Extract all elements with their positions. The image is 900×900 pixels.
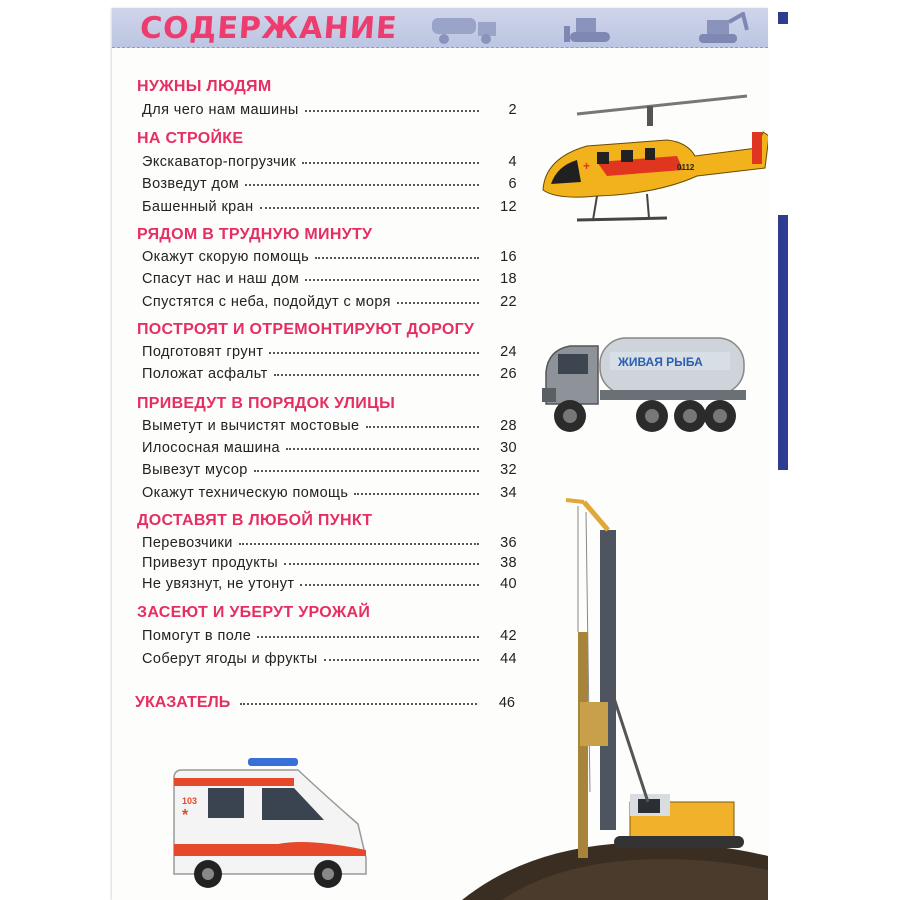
svg-text:0112: 0112	[677, 163, 695, 172]
entry-label: Подготовят грунт	[142, 344, 264, 360]
helicopter-illustration	[537, 90, 768, 226]
entry-label: Спасут нас и наш дом	[142, 271, 300, 287]
section-title: НУЖНЫ ЛЮДЯМ	[137, 78, 272, 95]
leader-dots	[260, 198, 479, 209]
toc-entry[interactable]	[142, 344, 517, 364]
entry-label: Не увязнут, не утонут	[142, 576, 295, 592]
toc-entry[interactable]	[142, 651, 517, 671]
toc-entry[interactable]	[142, 440, 517, 460]
excavator-silhouette-icon	[687, 12, 751, 46]
leader-dots	[366, 417, 479, 428]
leader-dots	[269, 343, 479, 354]
leader-dots	[324, 650, 479, 661]
entry-label: Возведут дом	[142, 176, 240, 192]
index-page-number: 46	[498, 695, 515, 711]
section-title: НА СТРОЙКЕ	[137, 130, 244, 147]
toc-entry[interactable]	[142, 199, 517, 219]
svg-text:ЖИВАЯ РЫБА: ЖИВАЯ РЫБА	[618, 355, 703, 369]
entry-page-number: 26	[500, 366, 517, 382]
edge-tab-middle	[778, 215, 788, 470]
entry-label: Положат асфальт	[142, 366, 268, 382]
entry-page-number: 18	[500, 271, 517, 287]
entry-page-number: 32	[500, 462, 517, 478]
toc-entry[interactable]	[142, 271, 517, 291]
entry-page-number: 28	[500, 418, 517, 434]
toc-entry[interactable]	[142, 418, 517, 438]
entry-page-number: 30	[500, 440, 517, 456]
svg-text:103: 103	[182, 796, 198, 806]
leader-dots	[239, 534, 479, 545]
leader-dots	[286, 439, 479, 450]
edge-tab-top	[778, 12, 788, 24]
entry-label: Для чего нам машины	[142, 102, 299, 118]
entry-page-number: 36	[500, 535, 517, 551]
toc-entry[interactable]	[142, 535, 517, 555]
leader-dots	[245, 175, 479, 186]
entry-label: Окажут скорую помощь	[142, 249, 310, 265]
entry-page-number: 40	[500, 576, 517, 592]
section-title: ПОСТРОЯТ И ОТРЕМОНТИРУЮТ ДОРОГУ	[137, 321, 475, 338]
toc-entry[interactable]	[142, 249, 517, 269]
toc-entry[interactable]	[142, 366, 517, 386]
entry-page-number: 12	[500, 199, 517, 215]
header-band	[112, 8, 768, 48]
toc-entry[interactable]	[142, 154, 517, 174]
ambulance-illustration	[168, 758, 370, 890]
section-title: ЗАСЕЮТ И УБЕРУТ УРОЖАЙ	[137, 604, 371, 621]
entry-page-number: 22	[500, 294, 517, 310]
entry-page-number: 4	[508, 154, 517, 170]
tanker-truck-illustration	[540, 324, 750, 446]
page-title: СОДЕРЖАНИЕ	[138, 11, 399, 46]
entry-label: Вывезут мусор	[142, 462, 248, 478]
leader-dots	[305, 101, 479, 112]
svg-text:+: +	[583, 159, 591, 173]
entry-page-number: 42	[500, 628, 517, 644]
toc-entry[interactable]	[142, 462, 517, 482]
entry-page-number: 44	[500, 651, 517, 667]
entry-page-number: 24	[500, 344, 517, 360]
entry-label: Соберут ягоды и фрукты	[142, 651, 318, 667]
entry-page-number: 34	[500, 485, 517, 501]
index-title: УКАЗАТЕЛЬ	[135, 694, 231, 711]
leader-dots	[300, 575, 479, 586]
entry-page-number: 38	[500, 555, 517, 571]
toc-entry[interactable]	[142, 485, 517, 505]
section-title: ПРИВЕДУТ В ПОРЯДОК УЛИЦЫ	[137, 395, 396, 412]
entry-label: Башенный кран	[142, 199, 254, 215]
leader-dots	[305, 270, 479, 281]
entry-label: Выметут и вычистят мостовые	[142, 418, 360, 434]
toc-entry[interactable]	[142, 628, 517, 648]
leader-dots	[257, 627, 479, 638]
toc-entry[interactable]	[142, 576, 517, 596]
entry-page-number: 6	[508, 176, 517, 192]
toc-entry[interactable]	[142, 176, 517, 196]
mixer-truck-silhouette-icon	[430, 12, 502, 46]
entry-label: Помогут в поле	[142, 628, 252, 644]
index-entry[interactable]	[135, 694, 515, 712]
toc-entry[interactable]	[142, 102, 517, 122]
entry-label: Привезут продукты	[142, 555, 279, 571]
entry-label: Экскаватор-погрузчик	[142, 154, 297, 170]
leader-dots	[354, 484, 479, 495]
svg-text:*: *	[182, 807, 189, 824]
toc-entry[interactable]	[142, 555, 517, 575]
leader-dots	[274, 365, 479, 376]
entry-label: Илососная машина	[142, 440, 281, 456]
leader-dots	[397, 293, 479, 304]
leader-dots	[240, 694, 477, 705]
section-title: РЯДОМ В ТРУДНУЮ МИНУТУ	[137, 226, 373, 243]
entry-label: Спустятся с неба, подойдут с моря	[142, 294, 391, 310]
entry-page-number: 16	[500, 249, 517, 265]
entry-page-number: 2	[508, 102, 517, 118]
leader-dots	[302, 153, 479, 164]
leader-dots	[284, 554, 479, 565]
leader-dots	[254, 461, 479, 472]
entry-label: Перевозчики	[142, 535, 233, 551]
section-title: ДОСТАВЯТ В ЛЮБОЙ ПУНКТ	[137, 512, 373, 529]
entry-label: Окажут техническую помощь	[142, 485, 349, 501]
leader-dots	[315, 248, 479, 259]
toc-entry[interactable]	[142, 294, 517, 314]
bulldozer-silhouette-icon	[564, 12, 620, 46]
